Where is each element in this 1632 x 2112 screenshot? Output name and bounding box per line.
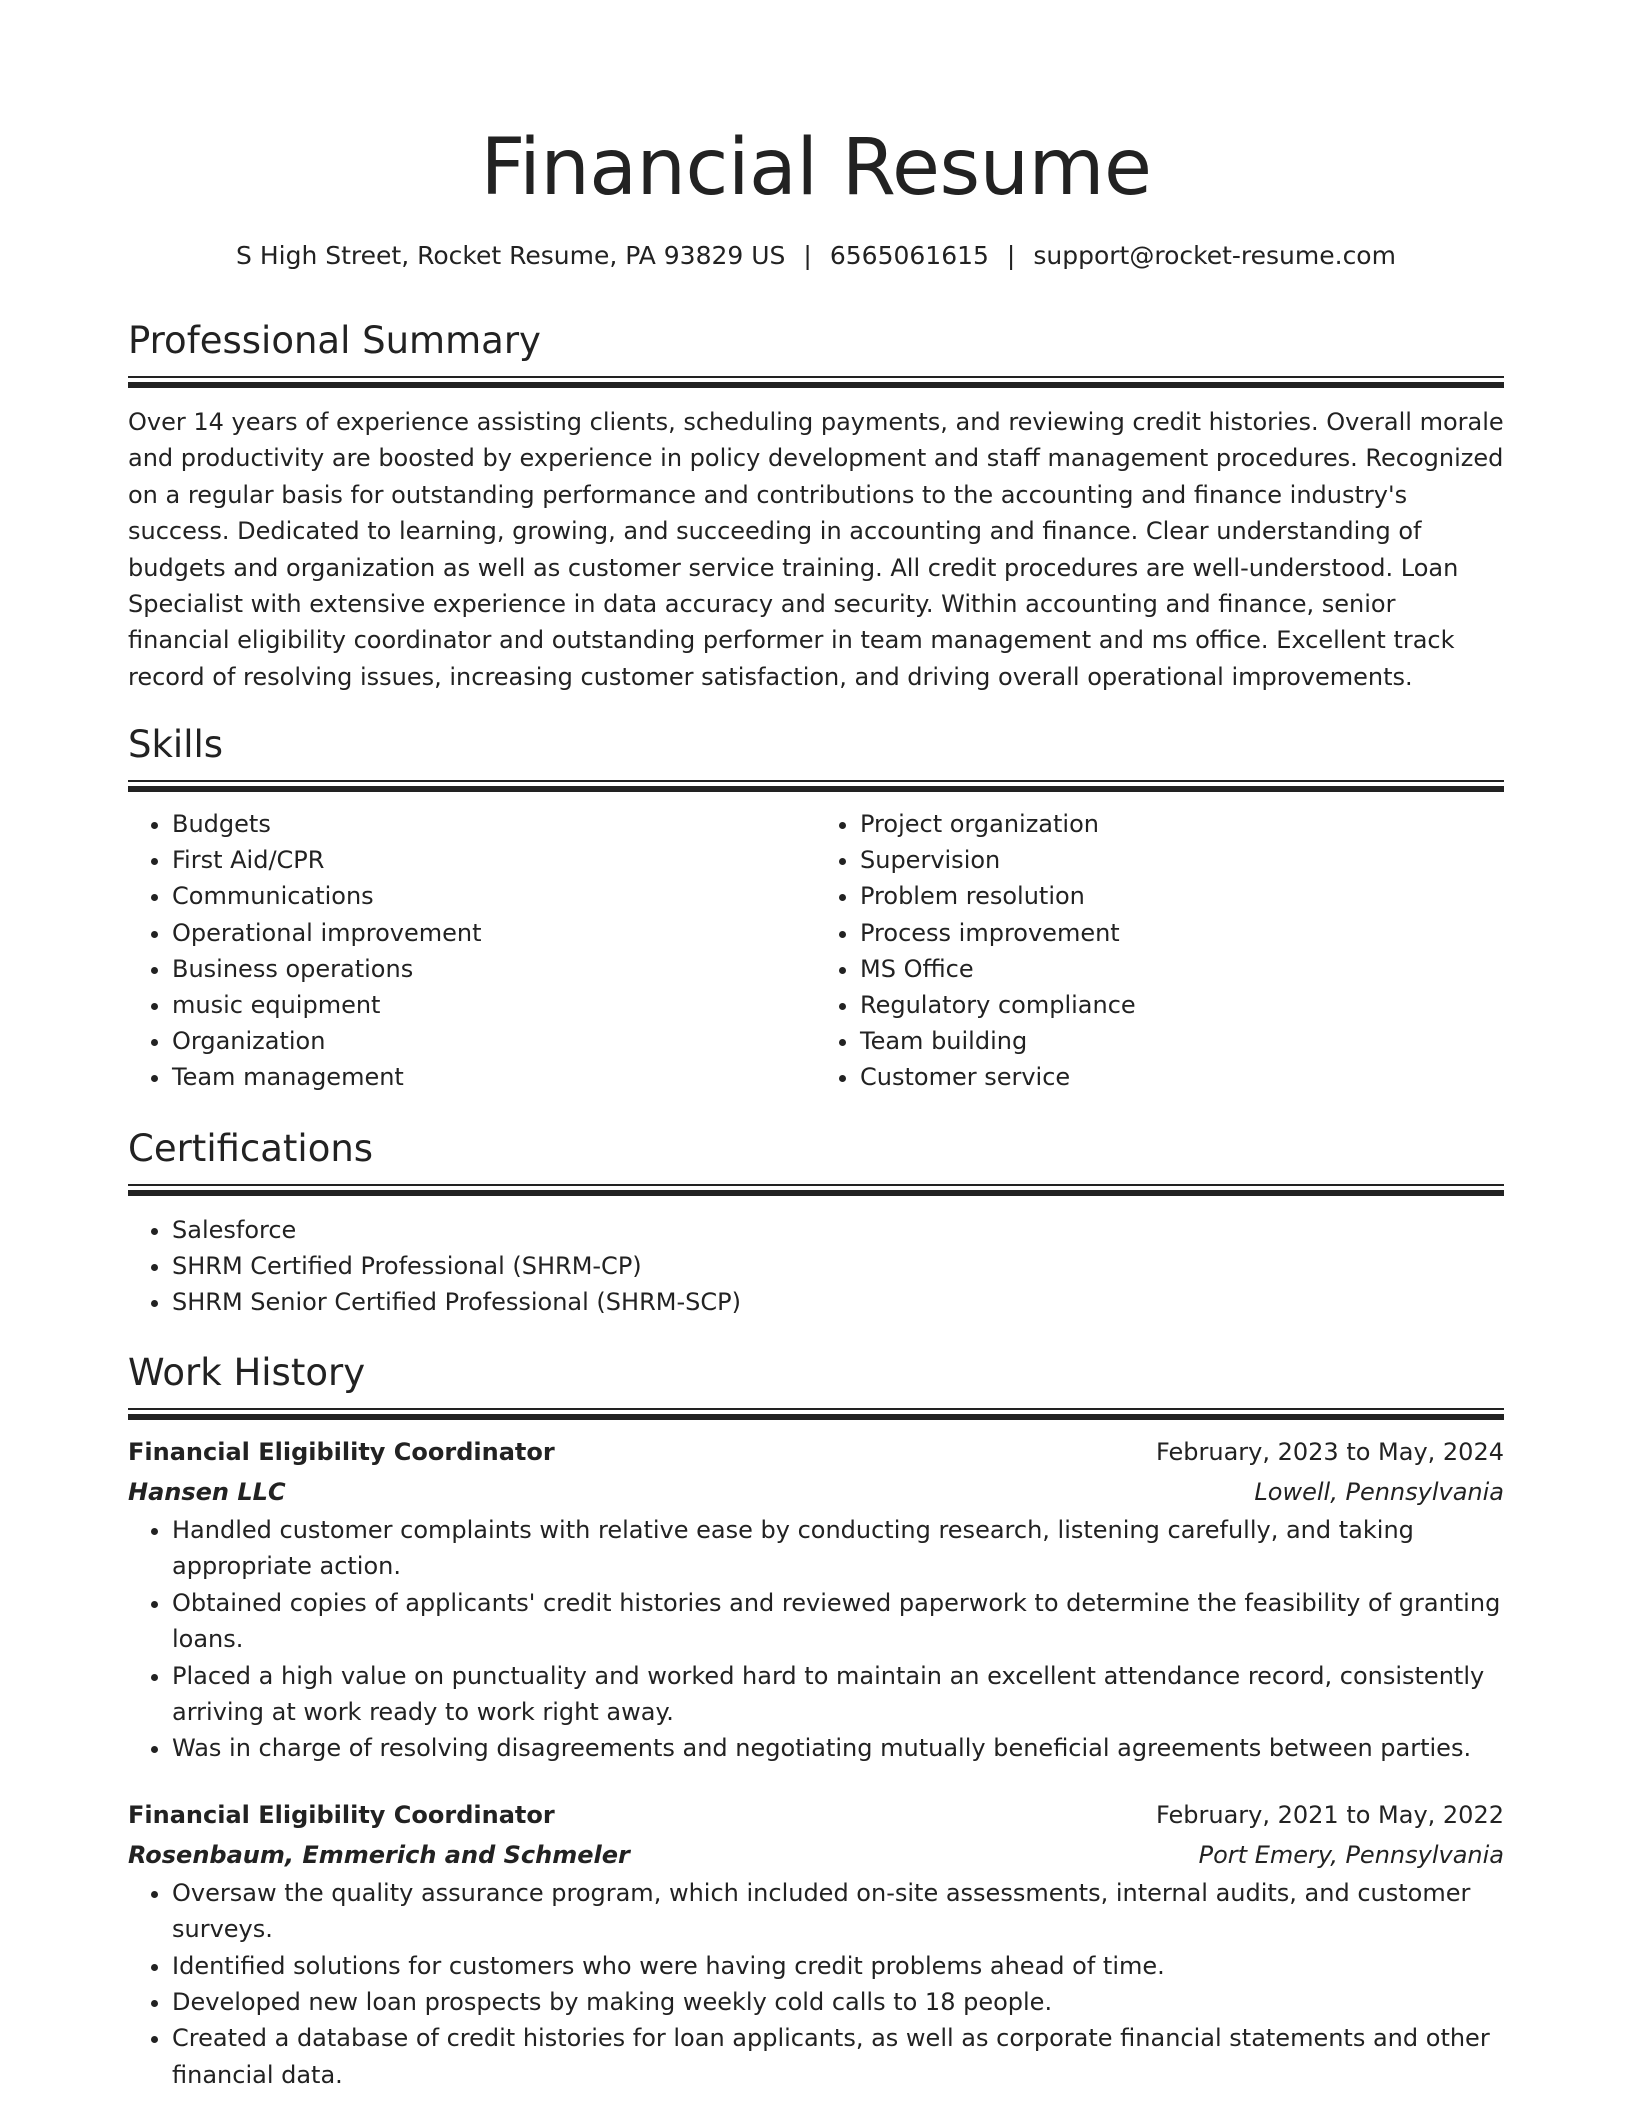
job-bullet: • Developed new loan prospects by making weekly cold calls to 18 people. bbox=[172, 1984, 1504, 2020]
skill-item: • Regulatory compliance bbox=[860, 987, 1504, 1023]
section-divider bbox=[128, 780, 1504, 794]
skill-item: • Operational improvement bbox=[172, 915, 816, 951]
contact-phone: 6565061615 bbox=[829, 241, 989, 270]
skills-section bbox=[128, 720, 1504, 1096]
job-title: Financial Eligibility Coordinator bbox=[128, 1800, 555, 1829]
job-bullet: • Was in charge of resolving disagreements and negotiating mutually beneficial agreements between parties. bbox=[172, 1730, 1504, 1766]
skill-item: • MS Office bbox=[860, 951, 1504, 987]
skill-item: • Team management bbox=[172, 1059, 816, 1095]
skill-item: • Budgets bbox=[172, 806, 816, 842]
skills-grid bbox=[128, 806, 1504, 1096]
contact-email: support@rocket-resume.com bbox=[1033, 241, 1396, 270]
summary-heading: Professional Summary bbox=[128, 319, 541, 362]
contact-separator: | bbox=[1006, 241, 1016, 270]
work-history-section bbox=[128, 1348, 1504, 2093]
job-location: Port Emery, Pennsylvania bbox=[1198, 1840, 1504, 1869]
skill-item: • Process improvement bbox=[860, 915, 1504, 951]
contact-separator: | bbox=[803, 241, 812, 270]
job-company: Rosenbaum, Emmerich and Schmeler bbox=[128, 1840, 630, 1869]
job-bullet: • Oversaw the quality assurance program, which included on-site assessments, internal audits, and customer surveys. bbox=[172, 1875, 1504, 1948]
skill-item: • Supervision bbox=[860, 842, 1504, 878]
skill-item: • Organization bbox=[172, 1023, 816, 1059]
skill-item: • Problem resolution bbox=[860, 878, 1504, 914]
job-bullet: • Placed a high value on punctuality and worked hard to maintain an excellent attendance record, consistently arriving at work ready to work right away. bbox=[172, 1658, 1504, 1731]
skill-item: • Customer service bbox=[860, 1059, 1504, 1095]
job-company-row bbox=[128, 1835, 1504, 1875]
work-history-heading: Work History bbox=[128, 1351, 366, 1394]
certification-item: • Salesforce bbox=[172, 1212, 1504, 1248]
certifications-heading: Certifications bbox=[128, 1127, 374, 1170]
contact-address: S High Street, Rocket Resume, PA 93829 US bbox=[236, 241, 786, 270]
job-bullet: • Obtained copies of applicants' credit histories and reviewed paperwork to determine the feasibility of granting loans. bbox=[172, 1585, 1504, 1658]
job-header-row bbox=[128, 1432, 1504, 1472]
skill-item: • music equipment bbox=[172, 987, 816, 1023]
job-dates: February, 2021 to May, 2022 bbox=[1156, 1800, 1504, 1829]
skills-heading: Skills bbox=[128, 723, 224, 766]
job-title: Financial Eligibility Coordinator bbox=[128, 1438, 555, 1466]
job-bullet: • Created a database of credit histories for loan applicants, as well as corporate financial statements and other financial data. bbox=[172, 2020, 1504, 2093]
job-dates: February, 2023 to May, 2024 bbox=[1156, 1438, 1504, 1466]
job-entry bbox=[128, 1432, 1504, 1767]
skills-list-left bbox=[128, 806, 816, 1096]
skills-list-right bbox=[816, 806, 1504, 1096]
summary-text: Over 14 years of experience assisting clients, scheduling payments, and reviewing credit histories. Overall morale and productivity are boosted by experience in policy development and staff management procedures. Recognized on a regular basis for outstanding performance and contributions to the accounting and finance industry's success. Dedicated to learning, growing, and succeeding in accounting and finance. Clear understanding of budgets and organization as well as customer service training. All credit procedures are well-understood. Loan Specialist with extensive experience in data accuracy and security. Within accounting and finance, senior financial eligibility coordinator and outstanding performer in team management and ms office. Excellent track record of resolving issues, increasing customer satisfaction, and driving overall operational improvements. bbox=[128, 408, 1504, 691]
job-bullet: • Handled customer complaints with relative ease by conducting research, listening carefully, and taking appropriate action. bbox=[172, 1512, 1504, 1585]
section-divider bbox=[128, 1408, 1504, 1422]
summary-section bbox=[128, 316, 1504, 695]
certifications-list bbox=[128, 1212, 1504, 1321]
resume-title: Financial Resume bbox=[480, 123, 1152, 213]
section-divider bbox=[128, 1184, 1504, 1198]
skill-item: • Business operations bbox=[172, 951, 816, 987]
job-company: Hansen LLC bbox=[128, 1478, 286, 1506]
job-bullets bbox=[128, 1875, 1504, 2093]
contact-line bbox=[128, 238, 1504, 274]
certification-item: • SHRM Certified Professional (SHRM-CP) bbox=[172, 1248, 1504, 1284]
certifications-section bbox=[128, 1124, 1504, 1321]
job-entry bbox=[128, 1795, 1504, 2093]
job-bullet: • Identified solutions for customers who were having credit problems ahead of time. bbox=[172, 1948, 1504, 1984]
skill-item: • Project organization bbox=[860, 806, 1504, 842]
job-company-row bbox=[128, 1472, 1504, 1512]
skill-item: • Team building bbox=[860, 1023, 1504, 1059]
skill-item: • Communications bbox=[172, 878, 816, 914]
job-location: Lowell, Pennsylvania bbox=[1254, 1478, 1504, 1506]
certification-item: • SHRM Senior Certified Professional (SHRM-SCP) bbox=[172, 1284, 1504, 1320]
job-bullets bbox=[128, 1512, 1504, 1767]
job-header-row bbox=[128, 1795, 1504, 1835]
skill-item: • First Aid/CPR bbox=[172, 842, 816, 878]
section-divider bbox=[128, 376, 1504, 390]
